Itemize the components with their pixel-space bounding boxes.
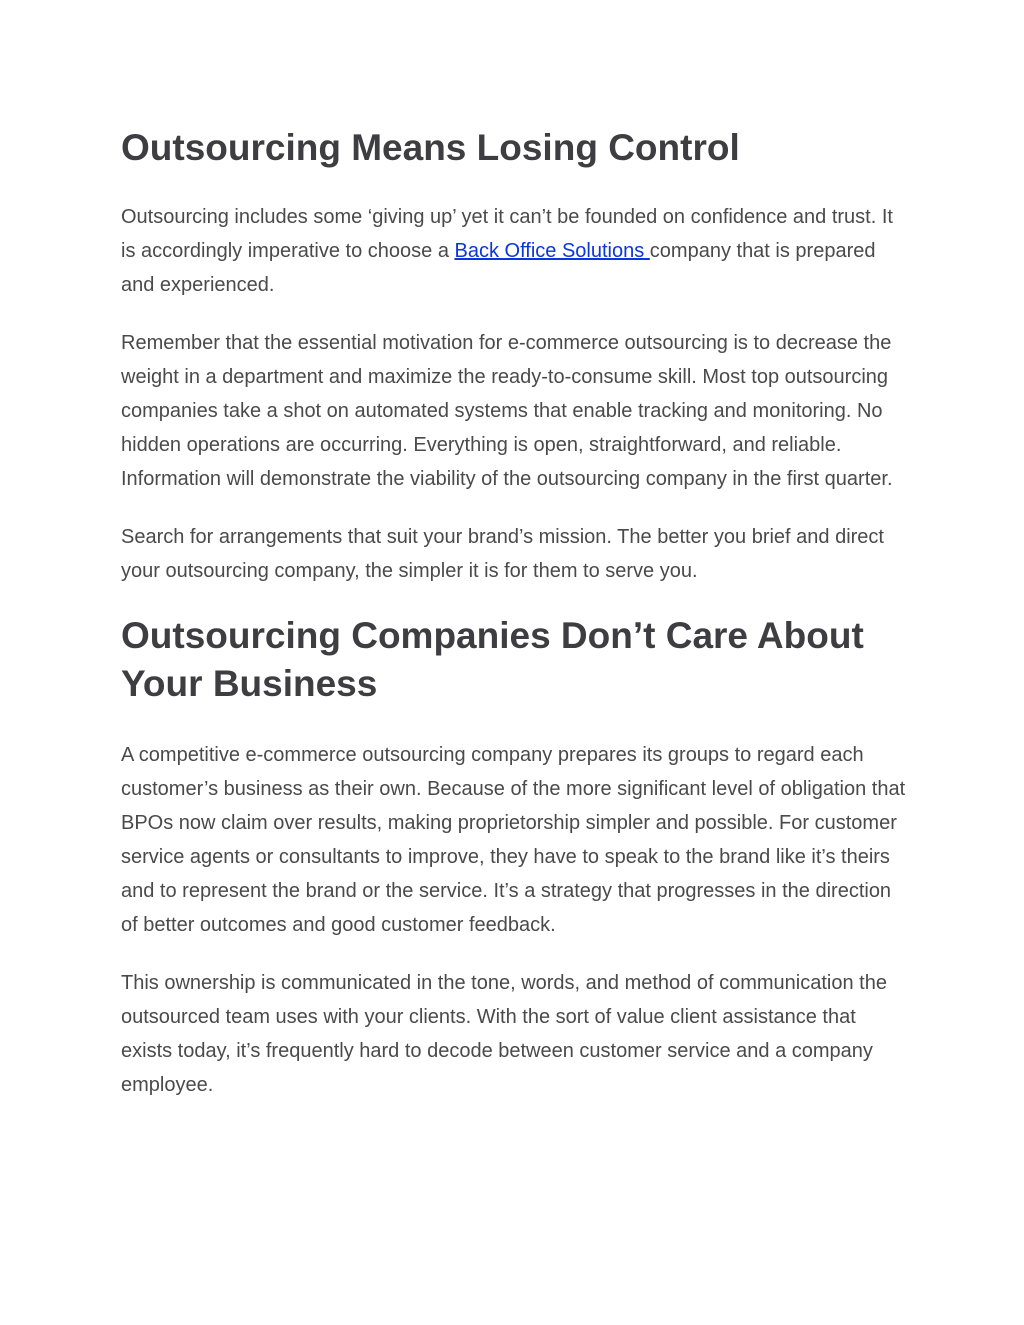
paragraph-motivation: Remember that the essential motivation for e-commerce outsourcing is to decrease the weight in a department and maximize the ready-to-consume skill. Most top outsourcing companies take a shot on automated systems that enable tracking and monitoring. No hidden operations are occurring. Everything is open, straightforward, and reliable. Information will demonstrate the viability of the outsourcing company in the first quarter.	[121, 332, 893, 490]
paragraph-ownership: This ownership is communicated in the tone, words, and method of communication the outsourced team uses with your clients. With the sort of value client assistance that exists today, it’s frequently hard to decode between customer service and a company employee.	[121, 972, 887, 1096]
back-office-solutions-link[interactable]: Back Office Solutions	[454, 240, 650, 262]
paragraph-text: Outsourcing includes some ‘giving up’ yet it can’t be founded on confidence and trust. It is accordingly imperative to choose a	[121, 206, 893, 262]
paragraph-text: company that is prepared and experienced.	[121, 240, 876, 296]
section-heading-dont-care: Outsourcing Companies Don’t Care About Your Business	[121, 615, 864, 704]
paragraph-arrangements: Search for arrangements that suit your brand’s mission. The better you brief and direct your outsourcing company, the simpler it is for them to serve you.	[121, 526, 884, 582]
paragraph-competitive: A competitive e-commerce outsourcing company prepares its groups to regard each customer’s business as their own. Because of the more significant level of obligation that BPOs now claim over results, making proprietorship simpler and possible. For customer service agents or consultants to improve, they have to speak to the brand like it’s theirs and to represent the brand or the service. It’s a strategy that progresses in the direction of better outcomes and good customer feedback.	[121, 744, 906, 936]
paragraph-giving-up	[121, 200, 911, 302]
document-page	[121, 124, 911, 1126]
section-heading-losing-control: Outsourcing Means Losing Control	[121, 127, 740, 168]
